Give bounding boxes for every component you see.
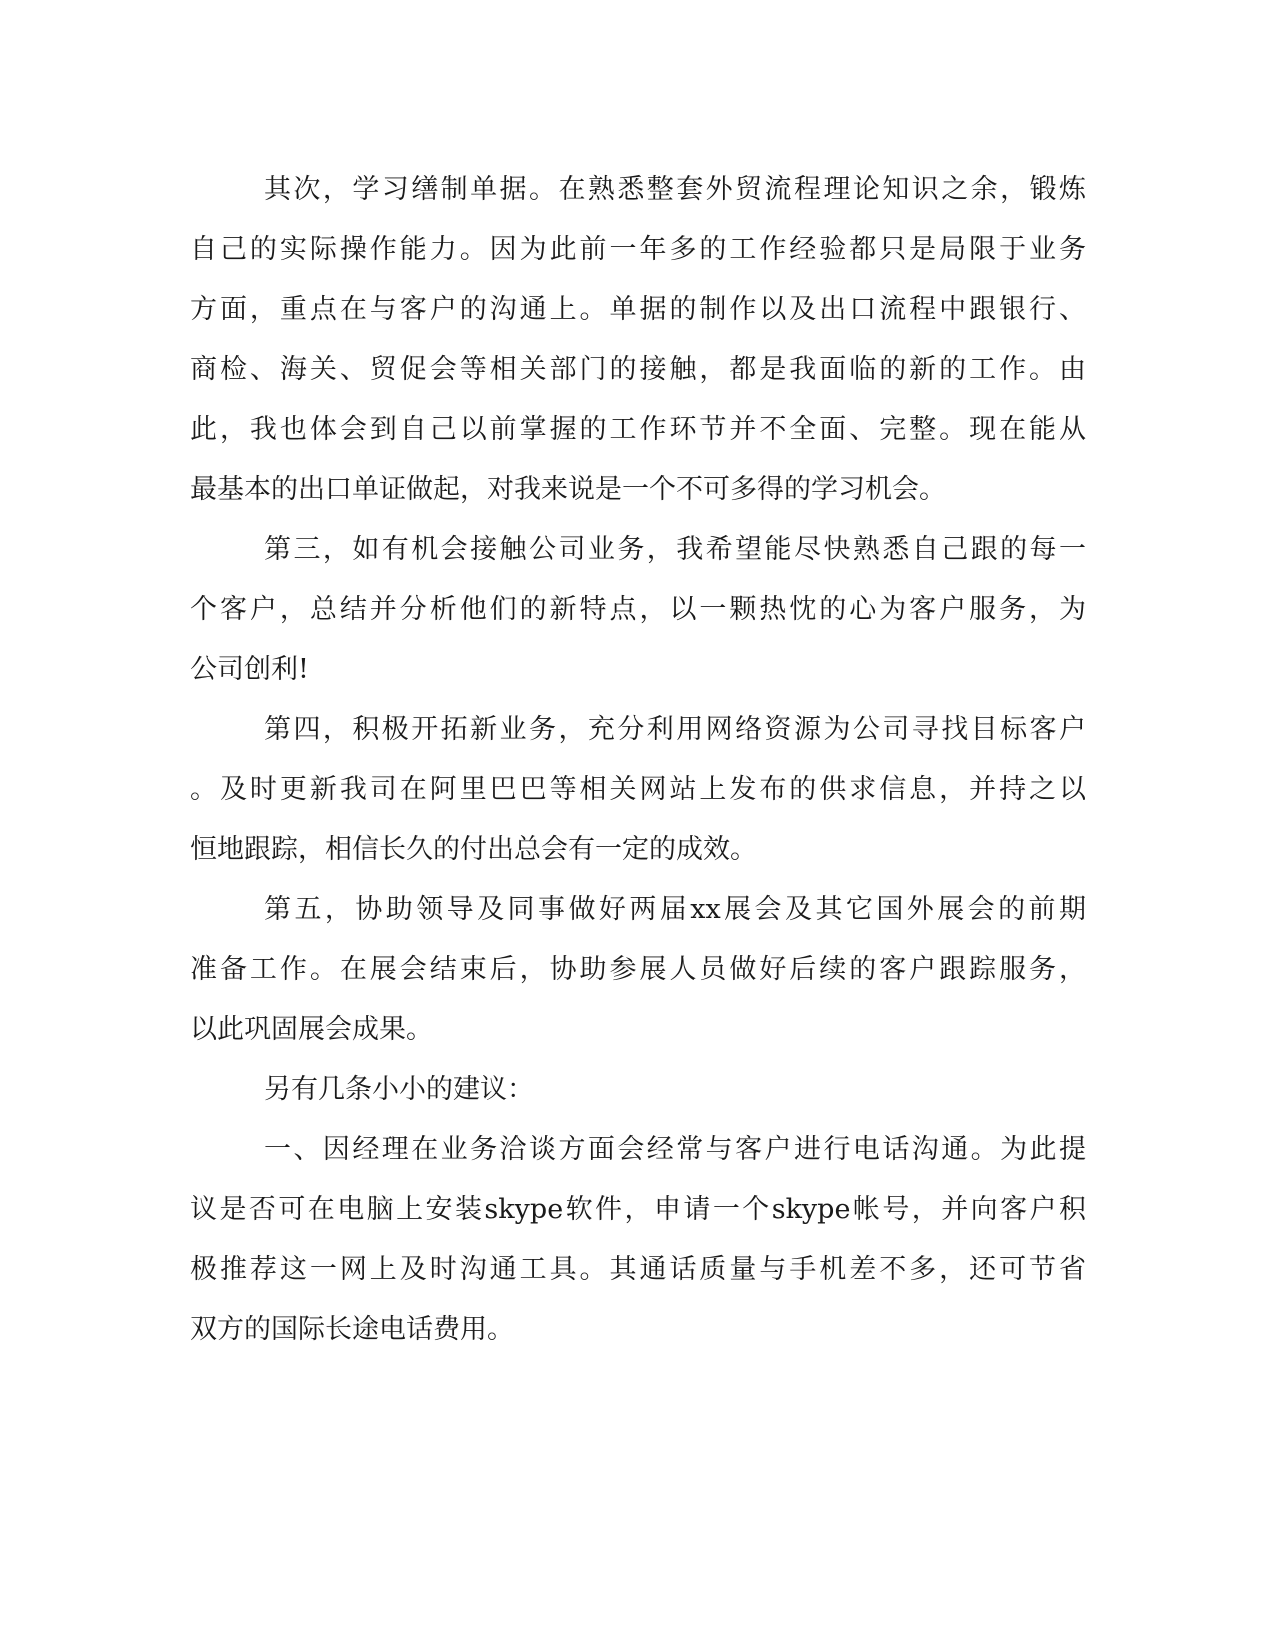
text-line: 第五，协助领导及同事做好两届xx展会及其它国外展会的前期 (264, 894, 1086, 925)
text-line: 方面，重点在与客户的沟通上。单据的制作以及出口流程中跟银行、 (190, 294, 1086, 325)
text-line: 一、因经理在业务洽谈方面会经常与客户进行电话沟通。为此提 (264, 1134, 1086, 1165)
document-body (190, 160, 1086, 1360)
text-line: 极推荐这一网上及时沟通工具。其通话质量与手机差不多，还可节省 (190, 1254, 1086, 1285)
text-line: 商检、海关、贸促会等相关部门的接触，都是我面临的新的工作。由 (190, 354, 1086, 385)
text-line: 其次，学习缮制单据。在熟悉整套外贸流程理论知识之余，锻炼 (264, 174, 1086, 205)
text-line: 此，我也体会到自己以前掌握的工作环节并不全面、完整。现在能从 (190, 414, 1086, 445)
text-line: 第四，积极开拓新业务，充分利用网络资源为公司寻找目标客户 (264, 714, 1086, 745)
text-line: 以此巩固展会成果。 (190, 1014, 433, 1045)
paragraph-third (190, 520, 1086, 700)
text-line: 最基本的出口单证做起，对我来说是一个不可多得的学习机会。 (190, 474, 946, 505)
text-line: 议是否可在电脑上安装skype软件，申请一个skype帐号，并向客户积 (190, 1194, 1086, 1225)
text-line: 个客户，总结并分析他们的新特点，以一颗热忱的心为客户服务，为 (190, 594, 1086, 625)
paragraph-fifth (190, 880, 1086, 1060)
paragraph-suggestions-intro (190, 1060, 1086, 1120)
text-line: 自己的实际操作能力。因为此前一年多的工作经验都只是局限于业务 (190, 234, 1086, 265)
paragraph-bill-preparation (190, 160, 1086, 520)
text-line: 另有几条小小的建议： (264, 1074, 534, 1105)
text-line: 准备工作。在展会结束后，协助参展人员做好后续的客户跟踪服务， (190, 954, 1086, 985)
text-line: 。及时更新我司在阿里巴巴等相关网站上发布的供求信息，并持之以 (190, 774, 1086, 805)
text-line: 恒地跟踪，相信长久的付出总会有一定的成效。 (190, 834, 757, 865)
paragraph-suggestion-one (190, 1120, 1086, 1360)
text-line: 第三，如有机会接触公司业务，我希望能尽快熟悉自己跟的每一 (264, 534, 1086, 565)
paragraph-fourth (190, 700, 1086, 880)
text-line: 双方的国际长途电话费用。 (190, 1314, 514, 1345)
text-line: 公司创利! (190, 654, 309, 685)
